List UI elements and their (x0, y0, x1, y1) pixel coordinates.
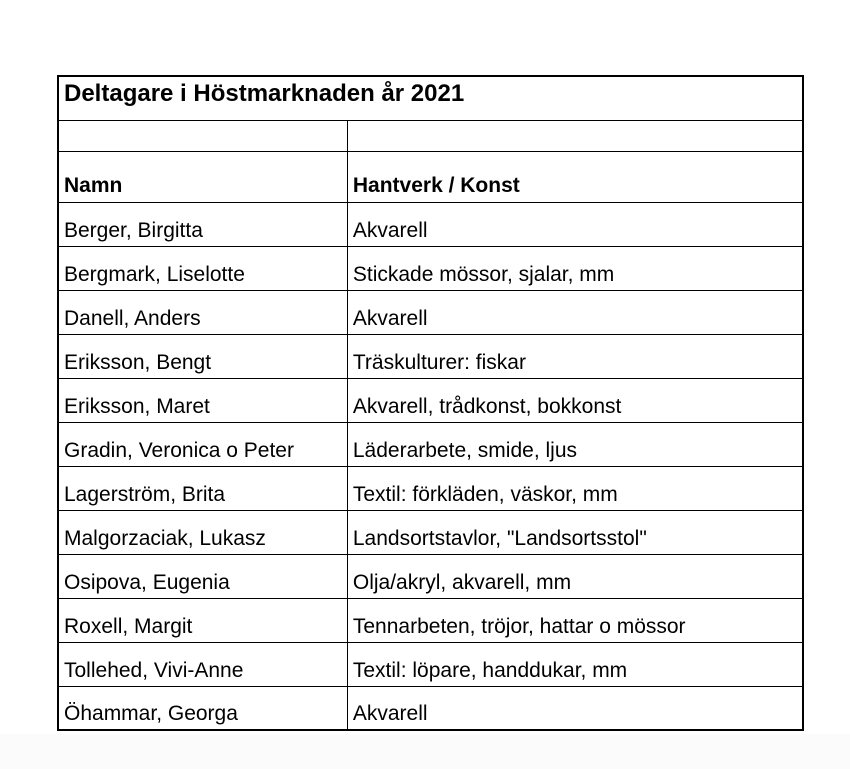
table-row (58, 554, 803, 598)
name-cell: Öhammar, Georga (58, 686, 347, 730)
column-header-craft: Hantverk / Konst (347, 151, 803, 202)
name-cell: Bergmark, Liselotte (58, 246, 347, 290)
blank-cell (347, 120, 803, 151)
craft-cell: Akvarell (347, 686, 803, 730)
page-bottom-strip (0, 734, 850, 769)
table-row (58, 642, 803, 686)
table-row (58, 202, 803, 246)
title-row (58, 76, 803, 120)
table-title: Deltagare i Höstmarknaden år 2021 (58, 76, 803, 120)
name-cell: Roxell, Margit (58, 598, 347, 642)
table-row (58, 246, 803, 290)
craft-cell: Textil: löpare, handdukar, mm (347, 642, 803, 686)
name-cell: Eriksson, Maret (58, 378, 347, 422)
name-cell: Gradin, Veronica o Peter (58, 422, 347, 466)
craft-cell: Akvarell, trådkonst, bokkonst (347, 378, 803, 422)
name-cell: Lagerström, Brita (58, 466, 347, 510)
blank-cell (58, 120, 347, 151)
table-row (58, 378, 803, 422)
name-cell: Danell, Anders (58, 290, 347, 334)
table-row (58, 290, 803, 334)
name-cell: Tollehed, Vivi-Anne (58, 642, 347, 686)
table-row (58, 510, 803, 554)
craft-cell: Stickade mössor, sjalar, mm (347, 246, 803, 290)
table-row (58, 598, 803, 642)
blank-row (58, 120, 803, 151)
participants-table (57, 75, 804, 731)
header-row (58, 151, 803, 202)
craft-cell: Träskulturer: fiskar (347, 334, 803, 378)
craft-cell: Olja/akryl, akvarell, mm (347, 554, 803, 598)
craft-cell: Läderarbete, smide, ljus (347, 422, 803, 466)
column-header-name: Namn (58, 151, 347, 202)
craft-cell: Landsortstavlor, "Landsortsstol" (347, 510, 803, 554)
craft-cell: Akvarell (347, 202, 803, 246)
table-row (58, 334, 803, 378)
name-cell: Malgorzaciak, Lukasz (58, 510, 347, 554)
name-cell: Berger, Birgitta (58, 202, 347, 246)
table-row (58, 686, 803, 730)
craft-cell: Textil: förkläden, väskor, mm (347, 466, 803, 510)
name-cell: Osipova, Eugenia (58, 554, 347, 598)
name-cell: Eriksson, Bengt (58, 334, 347, 378)
table-row (58, 422, 803, 466)
craft-cell: Tennarbeten, tröjor, hattar o mössor (347, 598, 803, 642)
craft-cell: Akvarell (347, 290, 803, 334)
table-row (58, 466, 803, 510)
